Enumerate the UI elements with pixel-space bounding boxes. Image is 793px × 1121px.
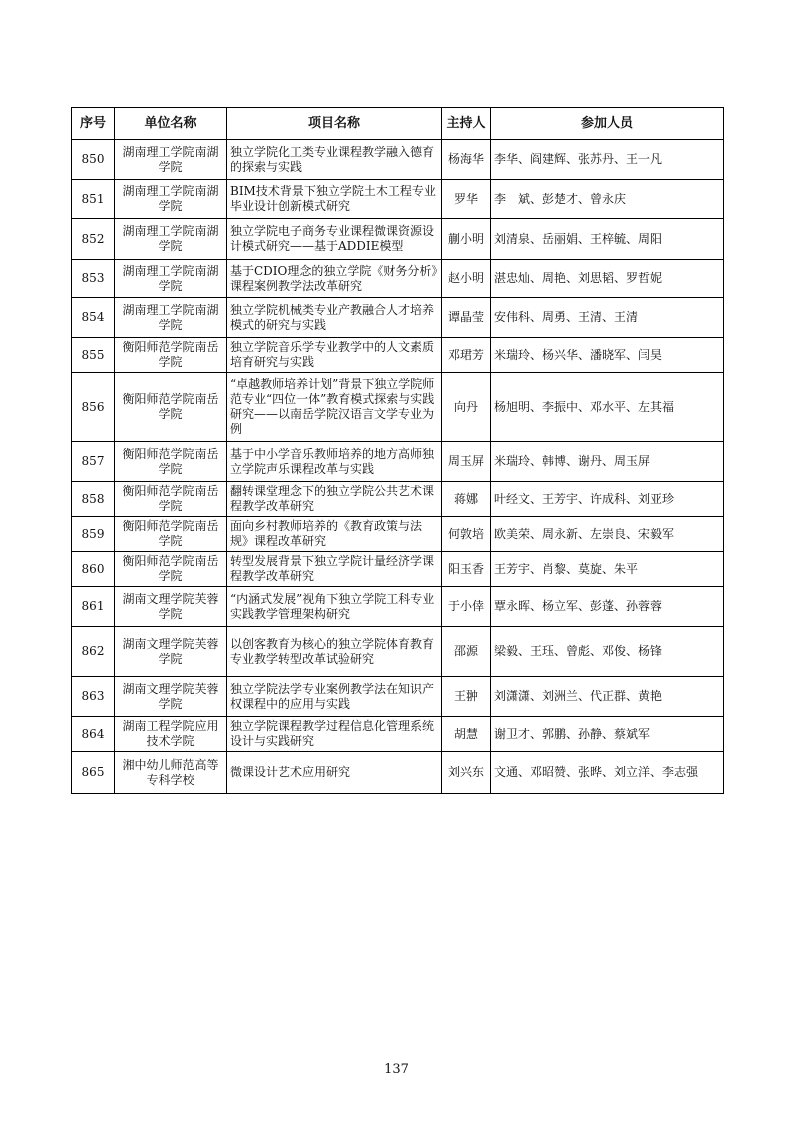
table-row: [72, 482, 724, 517]
cell-members: 刘清泉、岳丽娟、王梓毓、周阳: [491, 219, 724, 260]
cell-members: 王芳宇、肖黎、莫旋、朱平: [491, 552, 724, 587]
table-row: [72, 752, 724, 794]
table-row: [72, 373, 724, 442]
cell-unit: 湖南理工学院南湖学院: [115, 180, 227, 219]
cell-num: 859: [72, 517, 115, 552]
cell-unit: 衡阳师范学院南岳学院: [115, 482, 227, 517]
cell-project: 基于CDIO理念的独立学院《财务分析》课程案例教学法改革研究: [227, 260, 442, 298]
cell-members: 湛忠灿、周艳、刘思韬、罗哲妮: [491, 260, 724, 298]
cell-project: 独立学院课程教学过程信息化管理系统设计与实践研究: [227, 717, 442, 752]
cell-project: 基于中小学音乐教师培养的地方高师独立学院声乐课程改革与实践: [227, 442, 442, 482]
cell-num: 858: [72, 482, 115, 517]
cell-unit: 衡阳师范学院南岳学院: [115, 552, 227, 587]
cell-members: 刘潇潇、刘洲兰、代正群、黄艳: [491, 677, 724, 717]
cell-unit: 湖南工程学院应用技术学院: [115, 717, 227, 752]
cell-members: 米瑞玲、杨兴华、潘晓军、闫昊: [491, 338, 724, 373]
header-unit: 单位名称: [115, 108, 227, 140]
cell-unit: 衡阳师范学院南岳学院: [115, 442, 227, 482]
cell-unit: 湖南文理学院芙蓉学院: [115, 627, 227, 677]
cell-unit: 湖南理工学院南湖学院: [115, 260, 227, 298]
header-host: 主持人: [442, 108, 491, 140]
cell-members: 梁毅、王珏、曾彪、邓俊、杨锋: [491, 627, 724, 677]
cell-project: “内涵式发展”视角下独立学院工科专业实践教学管理架构研究: [227, 587, 442, 627]
cell-host: 赵小明: [442, 260, 491, 298]
page-number: 137: [384, 1062, 409, 1077]
cell-host: 罗华: [442, 180, 491, 219]
cell-project: 独立学院化工类专业课程教学融入德育的探索与实践: [227, 140, 442, 180]
table-header-row: [72, 108, 724, 140]
cell-num: 853: [72, 260, 115, 298]
cell-host: 邓珺芳: [442, 338, 491, 373]
cell-project: BIM技术背景下独立学院土木工程专业毕业设计创新模式研究: [227, 180, 442, 219]
table-row: [72, 677, 724, 717]
table-row: [72, 140, 724, 180]
cell-num: 864: [72, 717, 115, 752]
cell-project: 转型发展背景下独立学院计量经济学课程教学改革研究: [227, 552, 442, 587]
header-members: 参加人员: [491, 108, 724, 140]
cell-members: 覃永晖、杨立军、彭蓬、孙蓉蓉: [491, 587, 724, 627]
cell-num: 860: [72, 552, 115, 587]
table-row: [72, 338, 724, 373]
header-num: 序号: [72, 108, 115, 140]
cell-unit: 衡阳师范学院南岳学院: [115, 373, 227, 442]
cell-num: 857: [72, 442, 115, 482]
cell-members: 米瑞玲、韩博、谢丹、周玉屏: [491, 442, 724, 482]
cell-host: 刘兴东: [442, 752, 491, 794]
cell-unit: 湖南理工学院南湖学院: [115, 219, 227, 260]
cell-host: 何敦培: [442, 517, 491, 552]
cell-unit: 湖南文理学院芙蓉学院: [115, 587, 227, 627]
cell-project: 面向乡村教师培养的《教育政策与法规》课程改革研究: [227, 517, 442, 552]
cell-host: 向丹: [442, 373, 491, 442]
cell-host: 杨海华: [442, 140, 491, 180]
cell-host: 邵源: [442, 627, 491, 677]
cell-members: 欧美荣、周永新、左崇良、宋毅军: [491, 517, 724, 552]
cell-unit: 湖南理工学院南湖学院: [115, 298, 227, 338]
cell-host: 谭晶莹: [442, 298, 491, 338]
table-row: [72, 717, 724, 752]
cell-host: 于小倖: [442, 587, 491, 627]
cell-host: 周玉屏: [442, 442, 491, 482]
cell-num: 862: [72, 627, 115, 677]
cell-project: 独立学院音乐学专业教学中的人文素质培育研究与实践: [227, 338, 442, 373]
cell-host: 胡慧: [442, 717, 491, 752]
project-list-table: [71, 107, 724, 794]
table-row: [72, 517, 724, 552]
cell-members: 谢卫才、郭鹏、孙静、蔡斌军: [491, 717, 724, 752]
cell-members: 文通、邓昭赞、张晔、刘立洋、李志强: [491, 752, 724, 794]
table-row: [72, 298, 724, 338]
cell-host: 阳玉香: [442, 552, 491, 587]
cell-unit: 衡阳师范学院南岳学院: [115, 338, 227, 373]
table-row: [72, 442, 724, 482]
cell-num: 855: [72, 338, 115, 373]
table-row: [72, 260, 724, 298]
cell-members: 李 斌、彭楚才、曾永庆: [491, 180, 724, 219]
cell-num: 861: [72, 587, 115, 627]
cell-num: 850: [72, 140, 115, 180]
cell-project: 独立学院法学专业案例教学法在知识产权课程中的应用与实践: [227, 677, 442, 717]
cell-num: 852: [72, 219, 115, 260]
table-row: [72, 552, 724, 587]
header-project: 项目名称: [227, 108, 442, 140]
cell-unit: 湘中幼儿师范高等专科学校: [115, 752, 227, 794]
cell-host: 王翀: [442, 677, 491, 717]
cell-project: 翻转课堂理念下的独立学院公共艺术课程教学改革研究: [227, 482, 442, 517]
cell-num: 856: [72, 373, 115, 442]
cell-members: 杨旭明、李振中、邓水平、左其福: [491, 373, 724, 442]
cell-members: 叶经文、王芳宇、许成科、刘亚珍: [491, 482, 724, 517]
cell-members: 安伟科、周勇、王清、王清: [491, 298, 724, 338]
cell-project: 独立学院电子商务专业课程微课资源设计模式研究——基于ADDIE模型: [227, 219, 442, 260]
cell-num: 851: [72, 180, 115, 219]
cell-num: 863: [72, 677, 115, 717]
cell-project: “卓越教师培养计划”背景下独立学院师范专业“四位一体”教育模式探索与实践研究——以南岳学院汉语言文学专业为例: [227, 373, 442, 442]
cell-project: 微课设计艺术应用研究: [227, 752, 442, 794]
cell-host: 蒋娜: [442, 482, 491, 517]
cell-num: 854: [72, 298, 115, 338]
cell-members: 李华、阎建辉、张苏丹、王一凡: [491, 140, 724, 180]
cell-unit: 衡阳师范学院南岳学院: [115, 517, 227, 552]
table-row: [72, 180, 724, 219]
cell-project: 独立学院机械类专业产教融合人才培养模式的研究与实践: [227, 298, 442, 338]
cell-unit: 湖南理工学院南湖学院: [115, 140, 227, 180]
table-row: [72, 627, 724, 677]
table-row: [72, 587, 724, 627]
cell-num: 865: [72, 752, 115, 794]
cell-unit: 湖南文理学院芙蓉学院: [115, 677, 227, 717]
table-row: [72, 219, 724, 260]
cell-host: 蒯小明: [442, 219, 491, 260]
cell-project: 以创客教育为核心的独立学院体育教育专业教学转型改革试验研究: [227, 627, 442, 677]
